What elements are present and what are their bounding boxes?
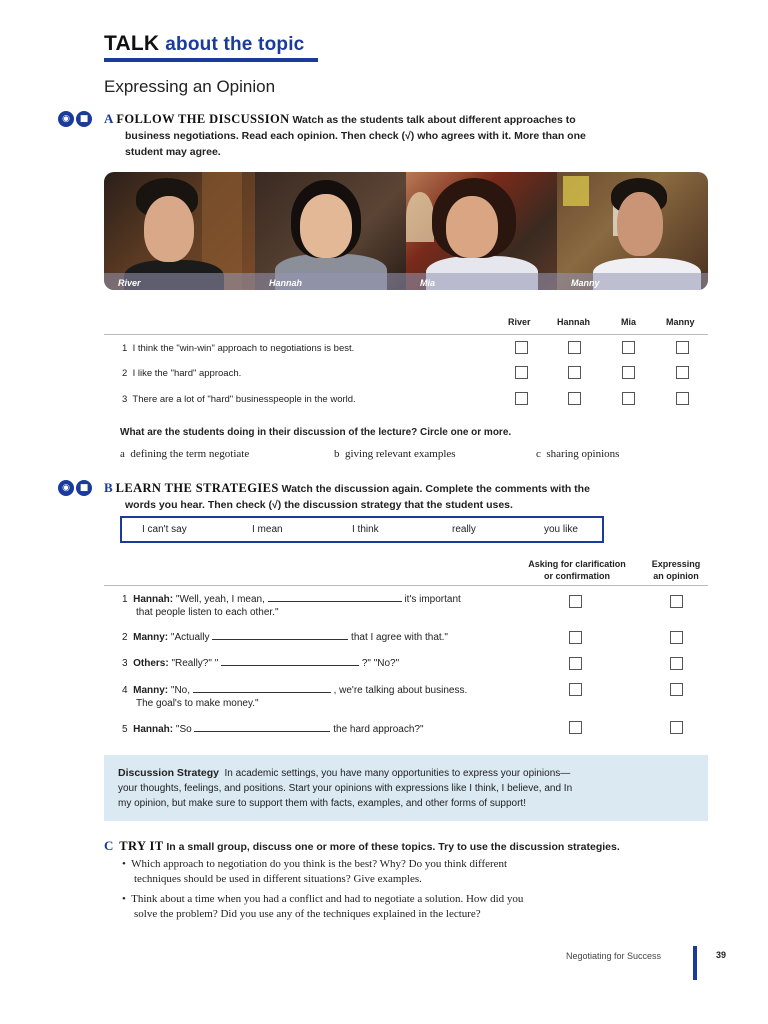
section-a-heading [104,111,664,160]
column-header-hannah: Hannah [557,317,591,327]
header-line: an opinion [653,571,699,581]
item-pre: "So [175,724,192,735]
column-header-manny: Manny [666,317,695,327]
item-number: 1 [122,594,128,605]
item-line2: The goal's to make money." [136,698,259,709]
header-line: or confirmation [543,571,610,581]
item-speaker: Hannah: [133,594,174,605]
blank-input[interactable] [212,631,348,640]
section-c-letter: C [104,838,114,853]
section-b-instruction-1: Watch the discussion again. Complete the comments with the [281,483,590,495]
option-letter: a [120,448,125,460]
item-number: 2 [122,632,128,643]
row-number: 1 [122,343,128,354]
discussion-strategy-box [104,755,708,821]
title-about-topic: about the topic [165,34,305,55]
video-icon[interactable]: ■ [76,111,92,127]
checkbox-item5-opinion[interactable] [670,721,683,734]
item-pre: "No, [170,685,191,696]
comment-item-1 [122,593,461,619]
comment-item-4 [122,684,467,710]
option-letter: c [536,448,541,460]
photo-river [104,172,255,290]
checkbox-row1-manny[interactable] [676,341,689,354]
checkbox-item4-opinion[interactable] [670,683,683,696]
section-c-title: TRY IT [119,839,164,853]
header-line: Expressing [651,559,701,569]
checkbox-item4-clarification[interactable] [569,683,582,696]
checkbox-row1-mia[interactable] [622,341,635,354]
option-letter: b [334,448,340,460]
item-pre: "Actually [170,632,210,643]
checkbox-item2-opinion[interactable] [670,631,683,644]
row-number: 2 [122,368,128,379]
section-b-instruction-2: words you hear. Then check (√) the discussion strategy that the student uses. [125,499,513,511]
checkbox-item2-clarification[interactable] [569,631,582,644]
topic-bullet-2: • Think about a time when you had a conflict and had to negotiate a solution. How did you solve the problem? Did you use any of the techniques explained in the lecture? [122,892,682,922]
item-speaker: Manny: [133,632,169,643]
row-number: 3 [122,394,128,405]
item-line2: that people listen to each other." [136,607,279,618]
photo-hannah [255,172,406,290]
column-header-clarification [518,558,636,582]
opinion-row-2 [122,368,241,379]
comment-item-2 [122,631,448,644]
item-post: , we're talking about business. [333,685,468,696]
item-post: it's important [404,594,461,605]
title-underline [104,58,318,62]
checkbox-item5-clarification[interactable] [569,721,582,734]
bullet-line: Which approach to negotiation do you think is the best? Why? Do you think different [131,858,508,870]
checkbox-row3-river[interactable] [515,392,528,405]
section-subtitle: Expressing an Opinion [104,77,276,96]
checkbox-row1-river[interactable] [515,341,528,354]
item-number: 4 [122,685,128,696]
checkbox-item3-clarification[interactable] [569,657,582,670]
caption-hannah: Hannah [269,278,303,288]
comment-item-5 [122,723,424,736]
title-talk-word: TALK [104,32,160,55]
option-text: defining the term negotiate [130,448,250,460]
checkbox-row3-manny[interactable] [676,392,689,405]
column-header-opinion [644,558,708,582]
word-bank-item: I can't say [142,524,187,535]
column-header-mia: Mia [621,317,637,327]
section-b-heading [104,480,664,513]
strategy-line-2: your thoughts, feelings, and positions. Start your opinions with expressions like I think, I believe, and In [118,783,573,794]
option-text: giving relevant examples [345,448,456,460]
word-bank-item: I think [352,524,379,535]
strategy-line-1: In academic settings, you have many opportunities to express your opinions— [224,768,571,779]
row-text: I think the "win-win" approach to negotiations is best. [132,343,355,354]
section-a-instruction-2: business negotiations. Read each opinion. Then check (√) who agrees with it. More than one [125,130,586,142]
checkbox-row2-manny[interactable] [676,366,689,379]
option-text: sharing opinions [546,448,620,460]
comprehension-question: What are the students doing in their discussion of the lecture? Circle one or more. [120,427,512,438]
checkbox-row3-hannah[interactable] [568,392,581,405]
section-a-instruction-1: Watch as the students talk about different approaches to [292,114,576,126]
chapter-title: Negotiating for Success [566,951,662,961]
section-a-instruction-3: student may agree. [125,146,221,158]
comment-item-3 [122,657,399,670]
option-c[interactable] [536,448,619,460]
bullet-line: techniques should be used in different situations? Give examples. [134,873,422,885]
item-speaker: Hannah: [133,724,174,735]
audio-cd-icon[interactable]: ◉ [58,111,74,127]
bullet-line: Think about a time when you had a conflict and had to negotiate a solution. How did you [131,893,524,905]
item-speaker: Others: [133,658,169,669]
footer-divider [693,946,697,980]
blank-input[interactable] [268,593,402,602]
opinion-row-1 [122,343,354,354]
checkbox-row2-river[interactable] [515,366,528,379]
checkbox-item1-clarification[interactable] [569,595,582,608]
section-a-title: FOLLOW THE DISCUSSION [116,112,290,126]
audio-cd-icon[interactable]: ◉ [58,480,74,496]
table-b-divider [104,585,708,586]
item-post: the hard approach?" [333,724,424,735]
page-title [104,32,304,56]
blank-input[interactable] [193,684,331,693]
strategy-line-3: my opinion, but make sure to support them with facts, examples, and other forms of support! [118,798,526,809]
checkbox-item1-opinion[interactable] [670,595,683,608]
item-number: 5 [122,724,128,735]
strategy-label: Discussion Strategy [118,767,219,779]
checkbox-row3-mia[interactable] [622,392,635,405]
word-bank-item: I mean [252,524,283,535]
bullet-line: solve the problem? Did you use any of the techniques explained in the lecture? [134,908,481,920]
section-b-letter: B [104,480,113,495]
row-text: I like the "hard" approach. [132,368,242,379]
column-header-river: River [508,317,531,327]
section-c-heading [104,838,704,855]
opinion-row-3 [122,394,356,405]
word-bank-item: you like [544,524,578,535]
word-bank-item: really [452,524,476,535]
page-number: 39 [716,950,727,960]
table-a-divider [104,334,708,335]
item-number: 3 [122,658,128,669]
item-post: that I agree with that." [351,632,448,643]
blank-input[interactable] [221,657,359,666]
section-a-media-icons [58,111,92,127]
option-b[interactable] [334,448,456,460]
photo-manny [557,172,708,290]
item-pre: "Well, yeah, I mean, [175,594,265,605]
item-pre: "Really?" " [171,658,219,669]
caption-mia: Mia [420,278,436,288]
option-a[interactable] [120,448,249,460]
checkbox-row2-mia[interactable] [622,366,635,379]
item-speaker: Manny: [133,685,169,696]
caption-river: River [118,278,141,288]
checkbox-row1-hannah[interactable] [568,341,581,354]
students-photo-strip [104,172,708,290]
section-c-instruction: In a small group, discuss one or more of these topics. Try to use the discussion strategies. [166,841,620,853]
header-line: Asking for clarification [528,559,626,569]
video-icon[interactable]: ■ [76,480,92,496]
item-post: ?" "No?" [361,658,400,669]
word-bank-box [120,516,604,543]
topic-bullet-1: • Which approach to negotiation do you think is the best? Why? Do you think different techniques should be used in different situations? Give examples. [122,857,682,887]
checkbox-item3-opinion[interactable] [670,657,683,670]
photo-mia [406,172,557,290]
row-text: There are a lot of "hard" businesspeople in the world. [132,394,356,405]
section-a-letter: A [104,111,114,126]
blank-input[interactable] [194,723,330,732]
section-b-title: LEARN THE STRATEGIES [115,481,279,495]
checkbox-row2-hannah[interactable] [568,366,581,379]
caption-manny: Manny [571,278,600,288]
section-b-media-icons [58,480,92,496]
